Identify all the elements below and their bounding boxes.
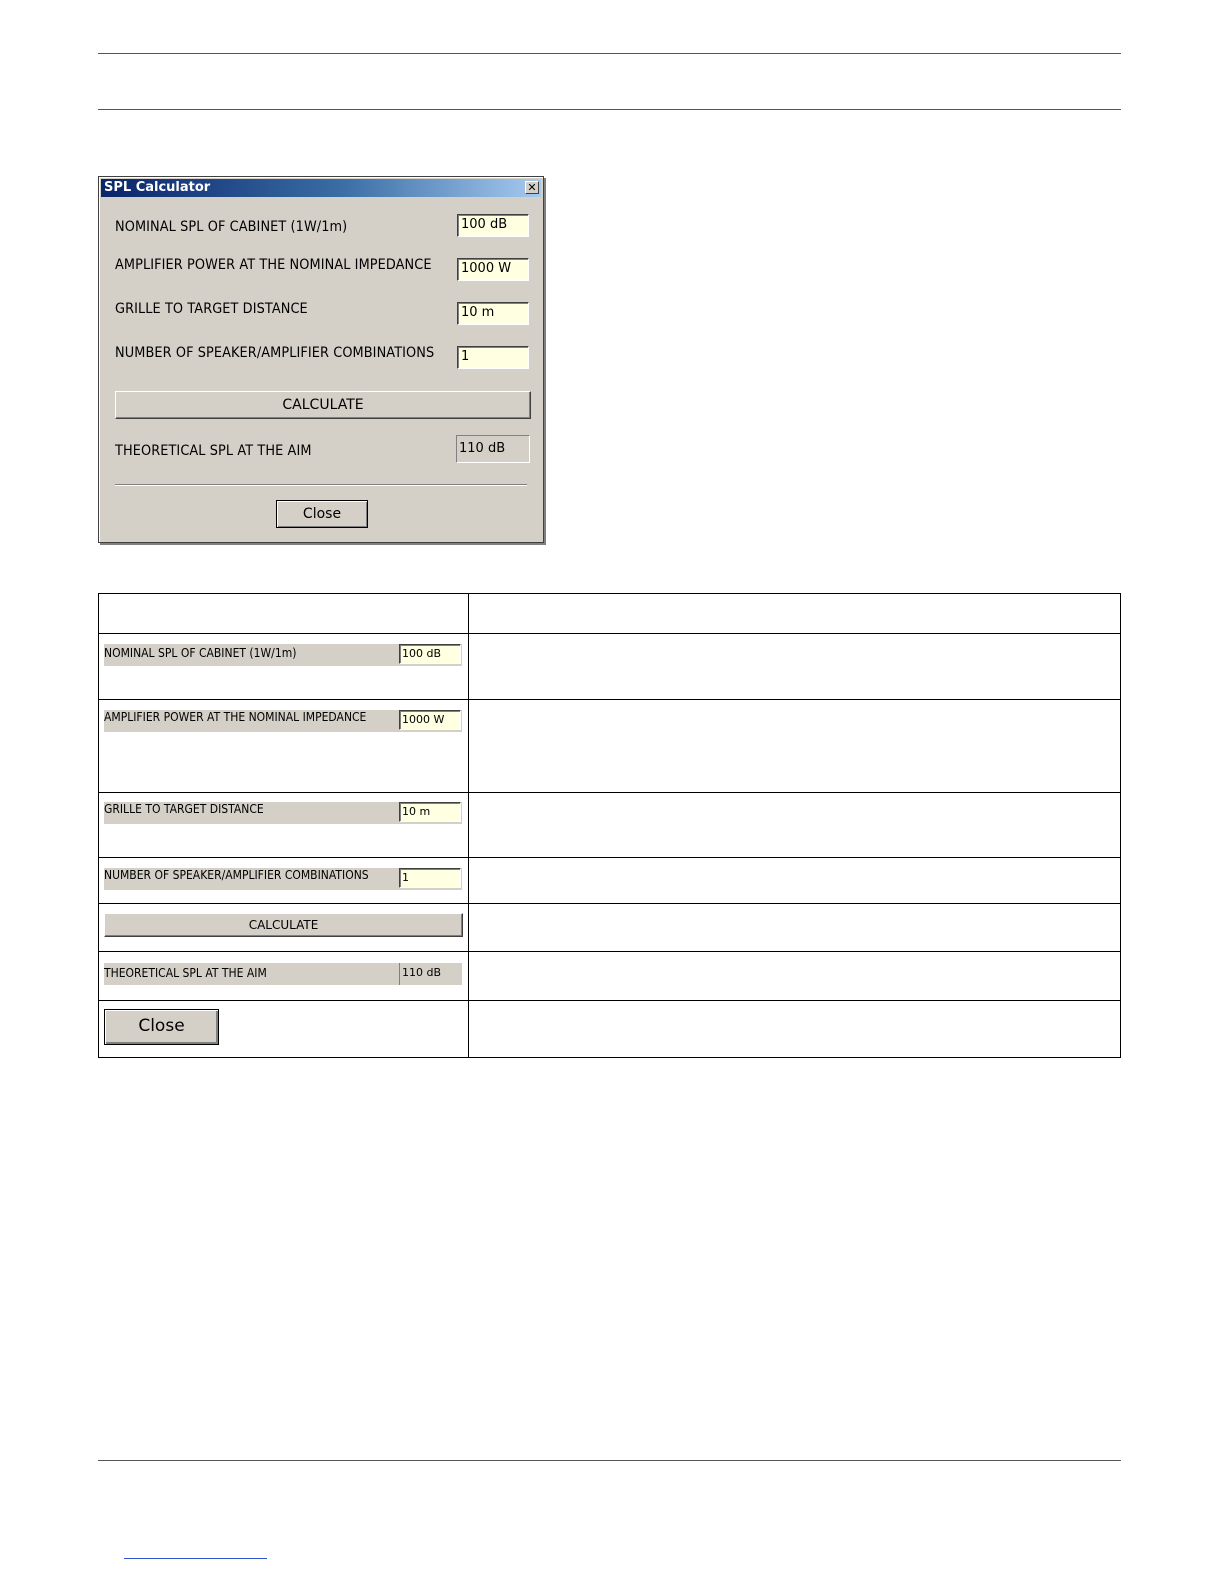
header-rule-top [98,53,1121,54]
combinations-label: NUMBER OF SPEAKER/AMPLIFIER COMBINATIONS [115,345,435,361]
nominal-spl-strip [104,644,462,666]
nominal-spl-label: NOMINAL SPL OF CABINET (1W/1m) [104,646,297,660]
calculate-button[interactable]: CALCULATE [115,391,531,419]
footer-link-underline[interactable] [124,1558,267,1559]
table-row [99,634,1121,700]
table-row [99,952,1121,1001]
spl-calculator-dialog [98,176,544,543]
table-cell-description [469,904,1121,952]
header-rule-bottom [98,109,1121,110]
amplifier-power-label: AMPLIFIER POWER AT THE NOMINAL IMPEDANCE [115,257,432,273]
close-icon[interactable]: ✕ [525,181,539,194]
table-header-cell [469,594,1121,634]
theoretical-spl-label: THEORETICAL SPL AT THE AIM [115,443,312,459]
theoretical-spl-output: 110 dB [399,963,461,985]
table-row [99,858,1121,904]
close-button[interactable]: Close [104,1009,219,1045]
distance-input[interactable]: 10 m [399,802,461,822]
distance-strip [104,802,462,824]
table-cell-description [469,634,1121,700]
theoretical-spl-output: 110 dB [456,435,530,463]
table-cell-description [469,858,1121,904]
distance-label: GRILLE TO TARGET DISTANCE [104,802,264,816]
nominal-spl-input[interactable]: 100 dB [457,214,529,237]
nominal-spl-label: NOMINAL SPL OF CABINET (1W/1m) [115,219,348,235]
table-row [99,700,1121,793]
table-header-cell [99,594,469,634]
table-row [99,904,1121,952]
table-row [99,1001,1121,1058]
theoretical-spl-strip [104,963,462,985]
combinations-input[interactable]: 1 [457,346,529,369]
table-row [99,793,1121,858]
nominal-spl-input[interactable]: 100 dB [399,644,461,664]
amplifier-power-label: AMPLIFIER POWER AT THE NOMINAL IMPEDANCE [104,710,367,724]
dialog-titlebar [101,179,541,197]
table-header-row [99,594,1121,634]
amplifier-power-input[interactable]: 1000 W [399,710,461,730]
table-cell-description [469,793,1121,858]
close-button[interactable]: Close [276,500,368,528]
amplifier-power-strip [104,710,462,732]
combinations-label: NUMBER OF SPEAKER/AMPLIFIER COMBINATIONS [104,868,369,882]
dialog-separator [115,484,527,486]
theoretical-spl-label: THEORETICAL SPL AT THE AIM [104,966,267,980]
combinations-strip [104,868,462,890]
table-cell-description [469,700,1121,793]
combinations-input[interactable]: 1 [399,868,461,888]
calculate-button[interactable]: CALCULATE [104,913,463,937]
table-cell-description [469,1001,1121,1058]
distance-label: GRILLE TO TARGET DISTANCE [115,301,308,317]
amplifier-power-input[interactable]: 1000 W [457,258,529,281]
description-table [98,593,1121,1058]
dialog-title: SPL Calculator [104,180,211,195]
distance-input[interactable]: 10 m [457,302,529,325]
table-cell-description [469,952,1121,1001]
footer-rule [98,1460,1121,1461]
